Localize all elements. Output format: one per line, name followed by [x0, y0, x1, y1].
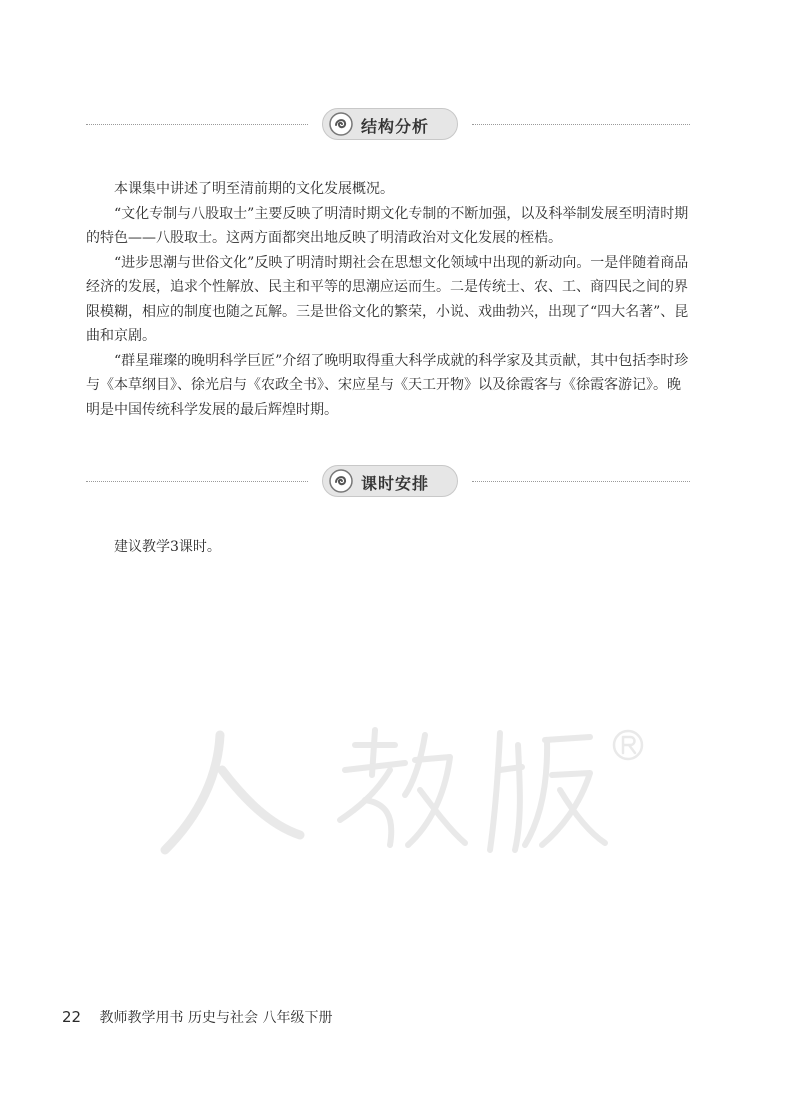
divider-left — [86, 481, 308, 482]
paragraph: 建议教学3课时。 — [114, 539, 221, 555]
section-badge — [322, 108, 458, 140]
section-header-lesson-schedule — [86, 462, 690, 502]
section-header-structure-analysis — [86, 105, 690, 145]
divider-right — [472, 124, 690, 125]
section-title: 课时安排 — [361, 474, 430, 493]
page-footer — [62, 1007, 332, 1027]
paragraph: 本课集中讲述了明至清前期的文化发展概况。 — [114, 181, 394, 197]
publisher-watermark-logo — [150, 715, 650, 865]
book-title: 教师教学用书 历史与社会 八年级下册 — [99, 1010, 333, 1026]
section-title: 结构分析 — [361, 117, 430, 136]
paragraph: “进步思潮与世俗文化”反映了明清时期社会在思想文化领域中出现的新动向。一是伴随着商品经济的发展，追求个性解放、民主和平等的思潮应运而生。二是传统士、农、工、商四民之间的界限模糊，相应的制度也随之瓦解。三是世俗文化的繁荣，小说、戏曲勃兴，出现了“四大名著”、昆曲和京剧。 — [86, 254, 689, 344]
swirl-icon — [329, 112, 353, 136]
paragraph: “群星璀璨的晚明科学巨匠”介绍了晚明取得重大科学成就的科学家及其贡献，其中包括李时珍与《本草纲目》、徐光启与《农政全书》、宋应星与《天工开物》以及徐霞客与《徐霞客游记》。晚明是中国传统科学发展的最后辉煌时期。 — [86, 352, 689, 418]
swirl-icon — [329, 469, 353, 493]
paragraph: “文化专制与八股取士”主要反映了明清时期文化专制的不断加强，以及科举制发展至明清时期的特色——八股取士。这两方面都突出地反映了明清政治对文化发展的桎梏。 — [86, 205, 689, 246]
divider-right — [472, 481, 690, 482]
section-badge — [322, 465, 458, 497]
lesson-schedule-body — [86, 535, 690, 560]
structure-analysis-body — [86, 177, 690, 422]
page-number: 22 — [62, 1008, 82, 1026]
divider-left — [86, 124, 308, 125]
